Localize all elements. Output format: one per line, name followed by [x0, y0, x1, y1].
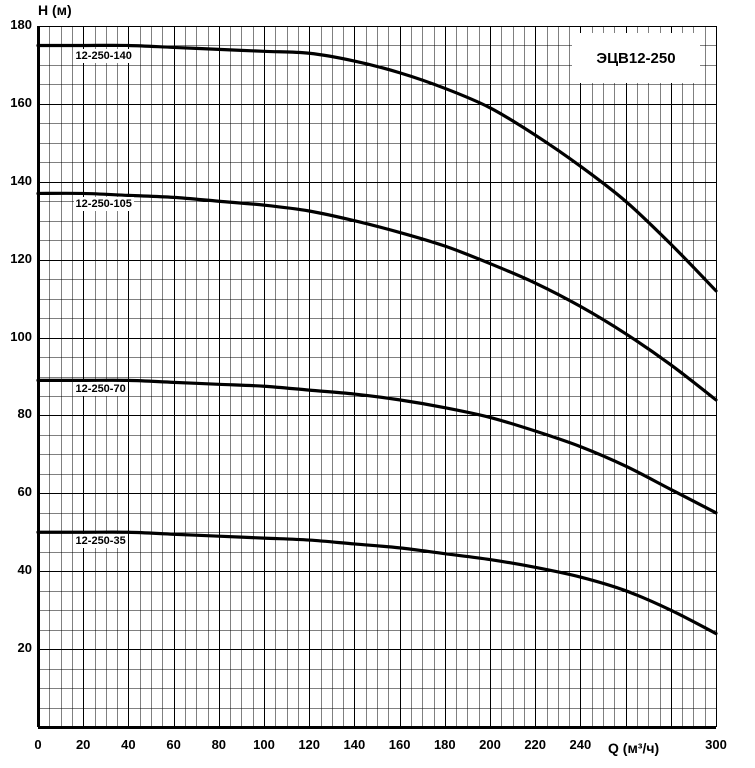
x-tick-label: 80	[211, 737, 227, 752]
curve-label: 12-250-35	[75, 535, 126, 547]
x-tick-label: 180	[433, 737, 456, 752]
y-tick-label: 40	[17, 562, 32, 578]
y-tick-label: 100	[10, 328, 32, 344]
series-name-label: ЭЦВ12-250	[596, 49, 676, 67]
x-axis-title: Q (м³/ч)	[608, 740, 660, 756]
y-tick-label: 80	[17, 406, 32, 422]
x-tick-label: 240	[569, 737, 592, 752]
x-tick-label: 160	[388, 737, 411, 752]
x-tick-label: 60	[166, 737, 181, 752]
y-tick-label: 60	[17, 484, 32, 500]
x-tick-label: 100	[253, 737, 275, 752]
x-tick-label: 40	[121, 737, 136, 752]
curve-label: 12-250-140	[75, 50, 132, 63]
curve-label: 12-250-105	[75, 198, 132, 211]
curve-label: 12-250-70	[75, 383, 126, 396]
y-tick-label: 180	[10, 17, 32, 32]
y-tick-label: 20	[17, 640, 32, 656]
x-tick-label: 120	[298, 737, 321, 752]
series-name-box	[572, 33, 700, 83]
y-tick-label: 160	[10, 94, 32, 110]
x-tick-label: 0	[34, 737, 42, 752]
x-tick-label: 20	[75, 737, 91, 752]
minor-gridlines	[38, 26, 716, 727]
y-axis-title: H (м)	[38, 2, 72, 18]
x-tick-label: 220	[524, 737, 547, 752]
y-tick-label: 140	[10, 172, 32, 188]
x-tick-label: 200	[479, 737, 501, 752]
x-tick-label: 140	[343, 737, 366, 752]
y-tick-label: 120	[10, 250, 32, 266]
x-tick-label: 300	[705, 737, 727, 752]
